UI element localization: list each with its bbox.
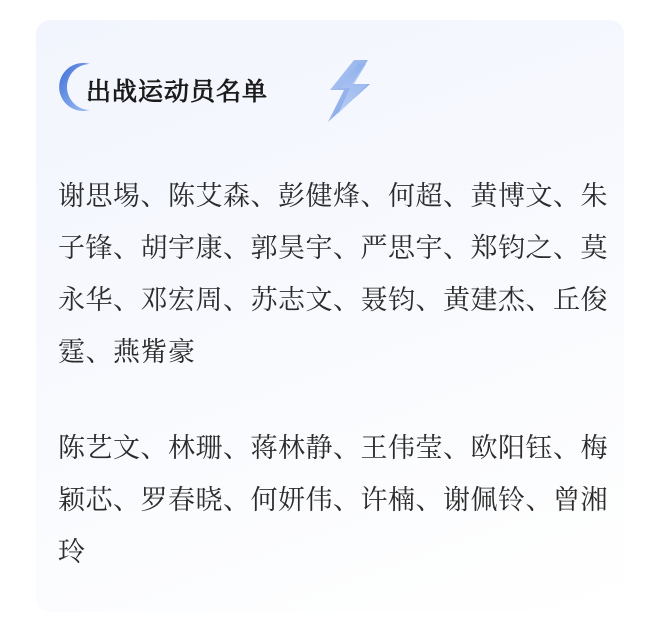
- lightning-flash-icon: [324, 60, 376, 122]
- women-team-roster: 陈艺文、林珊、蒋林静、王伟莹、欧阳钰、梅颖芯、罗春晓、何妍伟、许楠、谢佩铃、曾湘玲: [58, 433, 608, 567]
- card-header: [36, 20, 624, 160]
- roster-card: [36, 20, 624, 612]
- page-title: 出战运动员名单: [86, 78, 269, 106]
- men-team-roster: 谢思埸、陈艾森、彭健烽、何超、黄博文、朱子锋、胡宇康、郭昊宇、严思宇、郑钧之、莫永华、邓宏周、苏志文、聂钧、黄建杰、丘俊霆、燕觜豪: [58, 181, 608, 367]
- card-body: [58, 170, 610, 578]
